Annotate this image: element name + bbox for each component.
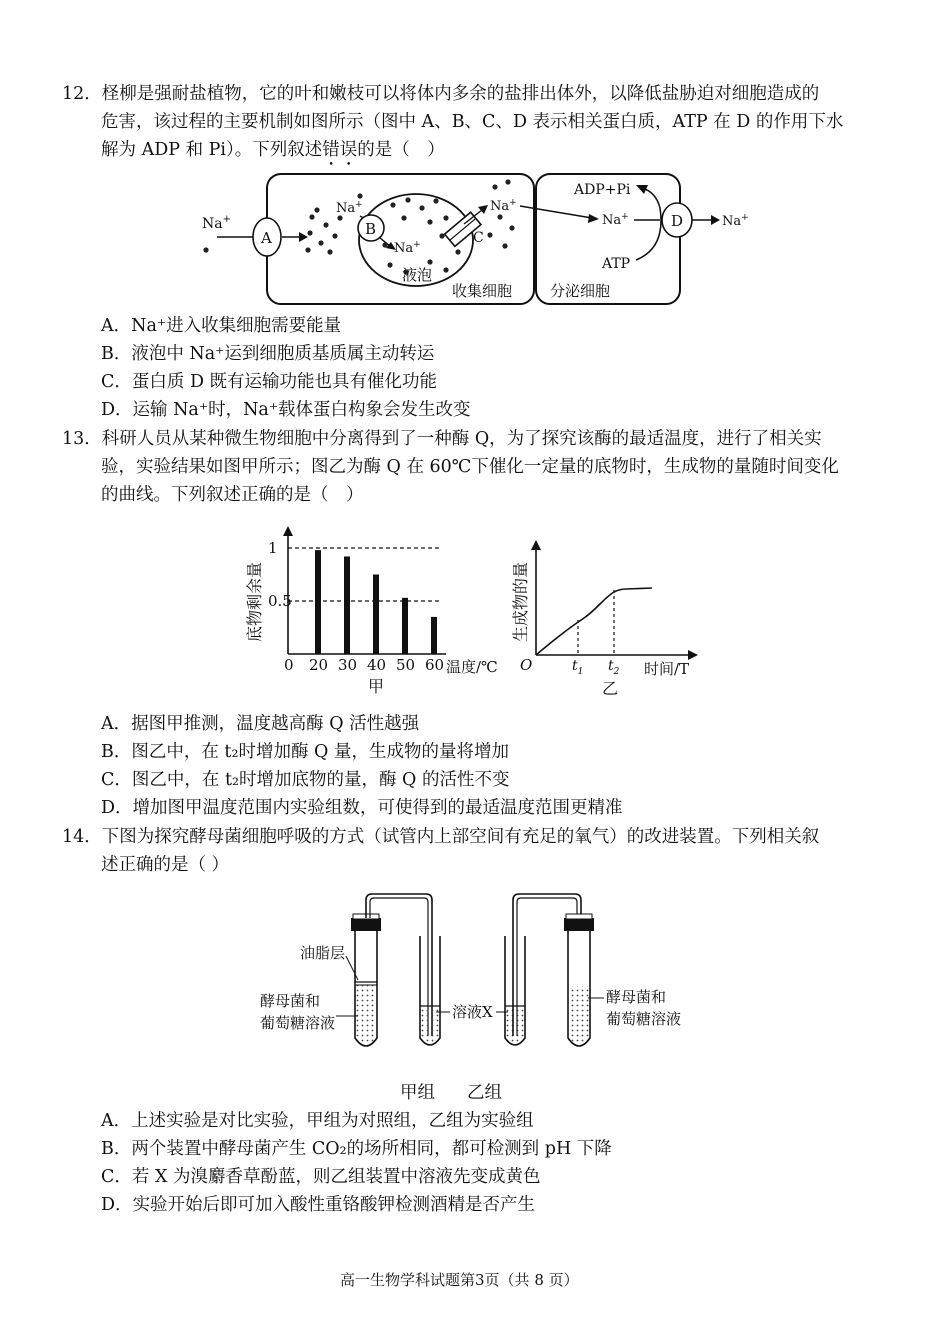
- na-label-c: Na+: [490, 198, 517, 214]
- chart-yi-curve: [536, 588, 652, 655]
- chart-jia-origin: 0: [284, 656, 294, 674]
- chart-yi-t2: $t_2$: [608, 658, 620, 677]
- chart-jia-bar: [344, 556, 350, 654]
- q14-stem-line1: 14．下图为探究酵母菌细胞呼吸的方式（试管内上部空间有充足的氧气）的改进装置。下列相关叙: [62, 827, 820, 847]
- chart-jia-bar: [402, 598, 408, 654]
- q12-stem-line3-pre: 解为 ADP 和 Pi）。下列叙述: [101, 140, 323, 160]
- page-footer: 高一生物学科试题第3页（共 8 页）: [340, 1271, 579, 1289]
- na-label-secretory: Na+: [602, 212, 629, 228]
- chart-jia-bar: [431, 617, 437, 654]
- q13-stem-line3: 的曲线。下列叙述正确的是（ ）: [101, 485, 364, 505]
- protein-d-label: D: [671, 212, 684, 230]
- chart-yi-origin: O: [520, 656, 533, 674]
- chart-jia-ytick: 0.5: [268, 592, 292, 610]
- chart-jia-ylabel: 底物剩余量: [245, 561, 264, 642]
- solution-x-label: 溶液X: [452, 1003, 493, 1021]
- collecting-cell-label: 收集细胞: [452, 282, 513, 300]
- q13-option-d: D．增加图甲温度范围内实验组数，可使得到的最适温度范围更精准: [101, 798, 623, 818]
- na-label-vacuole: Na+: [394, 240, 421, 256]
- q12-option-a: A．Na⁺进入收集细胞需要能量: [101, 316, 342, 336]
- chart-yi: [504, 530, 714, 702]
- atp-label: ATP: [602, 256, 631, 272]
- protein-c-label: C: [473, 230, 484, 246]
- yeast-label-yi-1: 酵母菌和: [606, 988, 667, 1006]
- group-yi-label: 乙组: [467, 1083, 502, 1103]
- yeast-label-yi-2: 葡萄糖溶液: [606, 1010, 682, 1028]
- chart-yi-ylabel: 生成物的量: [511, 561, 530, 642]
- q12-option-d: D．运输 Na⁺时，Na⁺载体蛋白构象会发生改变: [101, 400, 471, 420]
- chart-yi-xlabel: 时间/T: [644, 660, 690, 678]
- q14-apparatus-figure: [250, 888, 710, 1063]
- chart-jia-ytick: 1: [268, 539, 278, 557]
- q12-emphasis-word: 错误: [322, 140, 358, 160]
- tube-yi-solution: [505, 936, 525, 1045]
- chart-jia-bar: [373, 575, 379, 655]
- chart-jia: [236, 522, 516, 702]
- q14-option-d: D．实验开始后即可加入酸性重铬酸钾检测酒精是否产生: [101, 1195, 536, 1215]
- tube-jia-yeast: [351, 914, 381, 1048]
- secretory-cell-label: 分泌细胞: [550, 282, 611, 300]
- q13-option-b: B．图乙中，在 t₂时增加酶 Q 量，生成物的量将增加: [101, 742, 509, 762]
- q12-salt-gland-figure: [190, 170, 770, 308]
- group-jia-label: 甲组: [400, 1083, 435, 1103]
- chart-jia-xtick: 30: [338, 656, 358, 674]
- chart-jia-xtick: 50: [396, 656, 416, 674]
- chart-jia-y-arrow: [283, 526, 293, 536]
- chart-jia-xlabel: 温度/℃: [446, 658, 498, 676]
- chart-jia-xtick: 40: [367, 656, 387, 674]
- na-label-external-out: Na+: [722, 213, 749, 229]
- na-external-label: Na+: [202, 214, 231, 232]
- q12-stem-line2: 危害，该过程的主要机制如图所示（图中 A、B、C、D 表示相关蛋白质，ATP 在 D 的作用下水: [101, 112, 844, 132]
- q13-option-c: C．图乙中，在 t₂时增加底物的量，酶 Q 的活性不变: [101, 770, 510, 790]
- q13-option-a: A．据图甲推测，温度越高酶 Q 活性越强: [101, 714, 420, 734]
- q14-option-c: C．若 X 为溴麝香草酚蓝，则乙组装置中溶液先变成黄色: [101, 1167, 541, 1187]
- chart-jia-xtick: 20: [309, 656, 329, 674]
- q13-stem-line1: 13．科研人员从某种微生物细胞中分离得到了一种酶 Q，为了探究该酶的最适温度，进行了相关实: [62, 429, 822, 449]
- na-label-b: Na+: [336, 200, 363, 216]
- yeast-label-jia-1: 酵母菌和: [260, 992, 321, 1010]
- q12-stem-line1: 12．柽柳是强耐盐植物，它的叶和嫩枝可以将体内多余的盐排出体外，以降低盐胁迫对细胞造成的: [62, 84, 820, 104]
- q12-option-b: B．液泡中 Na⁺运到细胞质基质属主动转运: [101, 344, 435, 364]
- tube-yi-yeast: [564, 914, 594, 1046]
- protein-a-label: A: [261, 229, 272, 247]
- chart-yi-t1: $t_1$: [572, 658, 584, 677]
- q13-stem-line2: 验，实验结果如图甲所示；图乙为酶 Q 在 60℃下催化一定量的底物时，生成物的量随时间变化: [101, 457, 839, 477]
- chart-yi-y-arrow: [531, 540, 541, 550]
- vacuole-label: 液泡: [402, 266, 433, 284]
- oil-layer-label: 油脂层: [300, 944, 346, 962]
- chart-jia-bar: [315, 550, 321, 654]
- q12-stem-line3-post: 的是（ ）: [357, 140, 445, 160]
- protein-b-label: B: [365, 220, 377, 238]
- q14-option-b: B．两个装置中酵母菌产生 CO₂的场所相同，都可检测到 pH 下降: [101, 1139, 612, 1159]
- q12-stem-line3: [101, 138, 445, 170]
- q12-option-c: C．蛋白质 D 既有运输功能也具有催化功能: [101, 372, 438, 392]
- q14-option-a: A．上述实验是对比实验，甲组为对照组，乙组为实验组: [101, 1111, 534, 1131]
- chart-jia-title: 甲: [368, 677, 385, 696]
- yeast-label-jia-2: 葡萄糖溶液: [260, 1014, 336, 1032]
- chart-yi-x-arrow: [688, 650, 698, 660]
- chart-yi-title: 乙: [602, 679, 619, 698]
- adp-pi-label: ADP+Pi: [574, 182, 631, 198]
- tube-jia-solution: [420, 936, 440, 1045]
- q14-stem-line2: 述正确的是（ ）: [101, 855, 230, 875]
- chart-jia-xtick: 60: [425, 656, 445, 674]
